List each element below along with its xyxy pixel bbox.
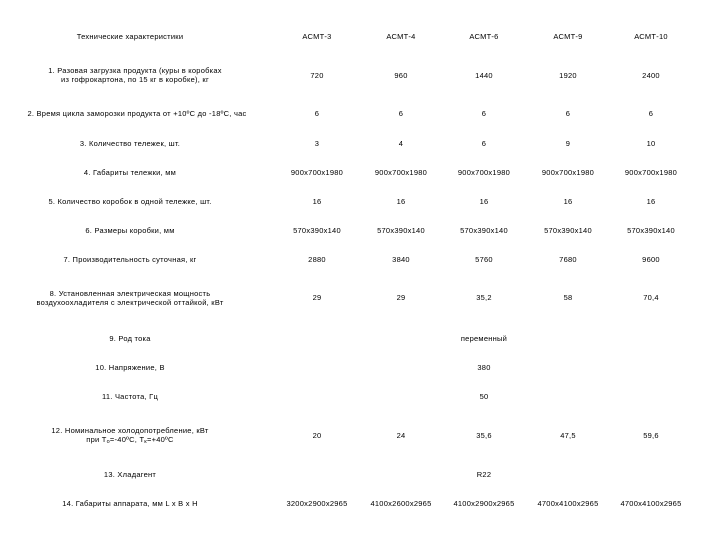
row-value: 6 xyxy=(398,109,404,118)
row-value: 720 xyxy=(310,71,324,80)
row-value: 1920 xyxy=(559,71,577,80)
row-value: 4 xyxy=(398,139,404,148)
row-value: 4100х2600х2965 xyxy=(370,499,432,508)
row-label: 3. Количество тележек, шт. xyxy=(79,139,181,148)
row-value: 900х700х1980 xyxy=(541,168,595,177)
row-value: 960 xyxy=(394,71,408,80)
row-label: 7. Производительность суточная, кг xyxy=(63,255,197,264)
row-value: 16 xyxy=(479,197,489,206)
row-label: 4. Габариты тележки, мм xyxy=(83,168,177,177)
row-value: 35,6 xyxy=(476,431,492,440)
row-label: 10. Напряжение, В xyxy=(95,363,165,372)
row-value: 59,6 xyxy=(643,431,659,440)
row-label: 5. Количество коробок в одной тележке, шт. xyxy=(48,197,212,206)
row-label: 11. Частота, Гц xyxy=(101,392,159,401)
row-value: 3840 xyxy=(392,255,410,264)
row-value: 6 xyxy=(481,139,487,148)
row-label: 2. Время цикла заморозки продукта от +10ºС до -18ºС, час xyxy=(27,109,247,118)
header-model: АСМТ-10 xyxy=(634,32,668,41)
row-label: 1. Разовая загрузка продукта (куры в коробках из гофрокартона, по 15 кг в коробке), кг xyxy=(48,66,222,84)
row-label xyxy=(0,426,260,444)
row-value: 2400 xyxy=(642,71,660,80)
row-label: 8. Установленная электрическая мощность воздухоохладителя с электрической оттайкой, кВт xyxy=(36,289,224,307)
row-label: 6. Размеры коробки, мм xyxy=(85,226,175,235)
row-label: 14. Габариты аппарата, мм L х В х Н xyxy=(62,499,198,508)
row-value: 24 xyxy=(396,431,406,440)
row-value: 6 xyxy=(648,109,654,118)
row-value: 2880 xyxy=(308,255,326,264)
row-value: 10 xyxy=(646,139,656,148)
row-label-part: при Т xyxy=(86,435,107,444)
subscript: к xyxy=(144,439,147,445)
row-value: 570х390х140 xyxy=(627,226,675,235)
row-label: 13. Хладагент xyxy=(103,470,157,479)
row-value: 570х390х140 xyxy=(293,226,341,235)
row-value: 900х700х1980 xyxy=(457,168,511,177)
header-model: АСМТ-9 xyxy=(553,32,583,41)
row-value: 70,4 xyxy=(643,293,659,302)
row-value: 20 xyxy=(312,431,322,440)
row-label-part: =+40ºС xyxy=(146,435,174,444)
row-value: 6 xyxy=(314,109,320,118)
row-value: 6 xyxy=(565,109,571,118)
row-value: 900х700х1980 xyxy=(290,168,344,177)
row-label-part: =-40ºС, Т xyxy=(109,435,145,444)
row-value: 570х390х140 xyxy=(460,226,508,235)
row-value: 35,2 xyxy=(476,293,492,302)
row-label: 9. Род тока xyxy=(109,334,151,343)
header-label: Технические характеристики xyxy=(76,32,184,41)
row-value: 5760 xyxy=(475,255,493,264)
row-value: 47,5 xyxy=(560,431,576,440)
row-value: 58 xyxy=(563,293,573,302)
row-value: 9600 xyxy=(642,255,660,264)
row-value-merged: 50 xyxy=(479,392,489,401)
subscript: о xyxy=(106,439,110,445)
row-value: 16 xyxy=(563,197,573,206)
row-value: 16 xyxy=(312,197,322,206)
row-value: 570х390х140 xyxy=(544,226,592,235)
row-value: 900х700х1980 xyxy=(624,168,678,177)
row-value: 7680 xyxy=(559,255,577,264)
row-value: 29 xyxy=(396,293,406,302)
row-value: 4100х2900х2965 xyxy=(453,499,515,508)
row-value: 6 xyxy=(481,109,487,118)
row-label-line: 12. Номинальное холодопотребление, кВт xyxy=(51,426,209,435)
row-value: 16 xyxy=(646,197,656,206)
row-value: 3200х2900х2965 xyxy=(286,499,348,508)
row-value: 4700х4100х2965 xyxy=(620,499,682,508)
header-model: АСМТ-4 xyxy=(386,32,416,41)
header-model: АСМТ-6 xyxy=(469,32,499,41)
row-value-merged: 380 xyxy=(477,363,491,372)
row-value: 9 xyxy=(565,139,571,148)
row-label-line xyxy=(0,435,260,444)
header-model: АСМТ-3 xyxy=(302,32,332,41)
row-value-merged: переменный xyxy=(460,334,508,343)
row-value: 16 xyxy=(396,197,406,206)
row-value-merged: R22 xyxy=(476,470,492,479)
row-value: 3 xyxy=(314,139,320,148)
row-value: 900х700х1980 xyxy=(374,168,428,177)
row-value: 570х390х140 xyxy=(377,226,425,235)
row-value: 29 xyxy=(312,293,322,302)
row-value: 4700х4100х2965 xyxy=(537,499,599,508)
row-value: 1440 xyxy=(475,71,493,80)
